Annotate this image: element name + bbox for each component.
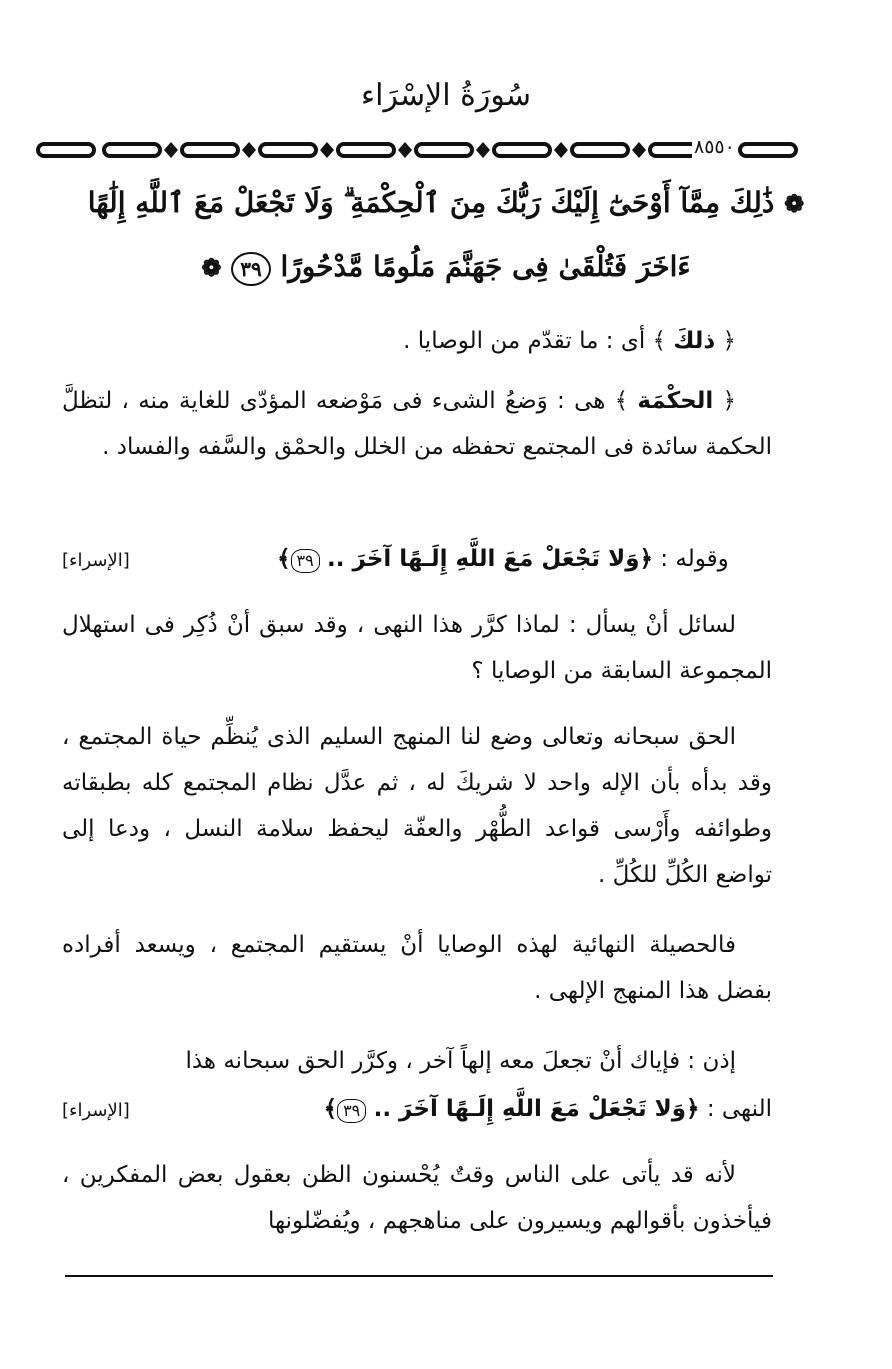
paragraph-1-text: أى : ما تقدّم من الوصايا .	[403, 328, 646, 354]
surah-reference: [الإسراء]	[62, 1100, 130, 1121]
paragraph-6	[62, 922, 772, 1014]
footer-divider	[65, 1275, 773, 1277]
quote-bracket-close-icon: ﴾	[277, 546, 291, 572]
verse-end-ornament-icon: ❁	[201, 253, 222, 282]
quran-verse-line-2	[60, 250, 832, 286]
verse-line-2-text: ءَاخَرَ فَتُلْقَىٰ فِى جَهَنَّمَ مَلُومًا مَّدْحُورًا	[280, 250, 691, 283]
paragraph-4	[62, 602, 772, 694]
paragraph-8-text: لأنه قد يأتى على الناس وقتٌ يُحْسنون الظن بعقول بعض المفكرين ، فيأخذون بأقوالهم ويسيرون على مناهجهم ، ويُفضّلونها	[62, 1162, 772, 1234]
paragraph-7-text: إذن : فإياك أنْ تجعلَ معه إلهاً آخر ، وكرَّر الحق سبحانه هذا	[185, 1048, 736, 1074]
quoted-ayah: وَلا تَجْعَلْ مَعَ اللَّهِ إِلَـهًا آخَرَ ..	[327, 546, 640, 572]
verse-number: ٣٩	[231, 252, 270, 286]
quote-bracket-open-icon: ﴿	[639, 546, 653, 572]
verse-line-1-text: ذَٰلِكَ مِمَّآ أَوْحَىٰٓ إِلَيْكَ رَبُّكَ مِنَ ٱلْحِكْمَةِ ۗ وَلَا تَجْعَلْ مَعَ ٱللَّهِ إِلَٰهًا	[87, 186, 775, 219]
paragraph-2-text: هى : وَضعُ الشىء فى مَوْضعه المؤدّى للغاية منه ، لتظلَّ الحكمة سائدة فى المجتمع تحفظه من الخلل والحمْق والسَّفه والفساد .	[62, 388, 772, 460]
quoted-ayah: وَلا تَجْعَلْ مَعَ اللَّهِ إِلَـهًا آخَرَ ..	[373, 1096, 687, 1122]
quoted-ayah-line-2	[62, 1086, 772, 1132]
quote-bracket-close-icon: ﴾	[323, 1096, 338, 1122]
quote-prefix: النهى :	[706, 1096, 772, 1122]
paragraph-8	[62, 1152, 772, 1244]
ayah-number: ٣٩	[337, 1099, 366, 1123]
paragraph-6-text: فالحصيلة النهائية لهذه الوصايا أنْ يستقيم المجتمع ، ويسعد أفراده بفضل هذا المنهج الإلهى .	[62, 932, 772, 1004]
quote-bracket-close-icon: ﴾	[614, 388, 629, 414]
paragraph-2	[62, 378, 772, 470]
quote-bracket-open-icon: ﴿	[722, 388, 737, 414]
surah-title: سُورَةُ الإسْرَاء	[361, 78, 531, 113]
quoted-ayah-line-1	[62, 536, 772, 582]
quoted-word: ذلكَ	[673, 328, 716, 354]
paragraph-1	[62, 318, 772, 364]
quran-verse-line-1	[60, 186, 832, 220]
paragraph-5-text: الحق سبحانه وتعالى وضع لنا المنهج السليم الذى يُنظِّم حياة المجتمع ، وقد بدأه بأن الإله واحد لا شريكَ له ، ثم عدَّل نظام المجتمع كله بطبقاته وطوائفه وأَرْسى قواعد الطُّهْر والعفّة ليحفظ سلامة النسل ، ودعا إلى تواضع الكُلِّ للكُلِّ .	[62, 724, 772, 888]
quote-bracket-open-icon: ﴿	[722, 328, 736, 354]
paragraph-7	[62, 1038, 772, 1084]
paragraph-4-text: لسائل أنْ يسأل : لماذا كرَّر هذا النهى ، وقد سبق أنْ ذُكِر فى استهلال المجموعة السابقة من الوصايا ؟	[62, 612, 772, 684]
quote-bracket-open-icon: ﴿	[686, 1096, 700, 1122]
paragraph-5	[62, 714, 772, 898]
quoted-word: الحكْمَة	[637, 388, 714, 414]
ayah-number: ٣٩	[291, 549, 320, 573]
verse-start-ornament-icon: ❁	[784, 189, 805, 218]
quote-bracket-close-icon: ﴾	[652, 328, 667, 354]
ornamental-border	[32, 138, 802, 162]
page-number: ٨٥٥٠	[694, 136, 735, 158]
surah-reference: [الإسراء]	[62, 550, 130, 571]
quote-prefix: وقوله :	[660, 546, 729, 572]
